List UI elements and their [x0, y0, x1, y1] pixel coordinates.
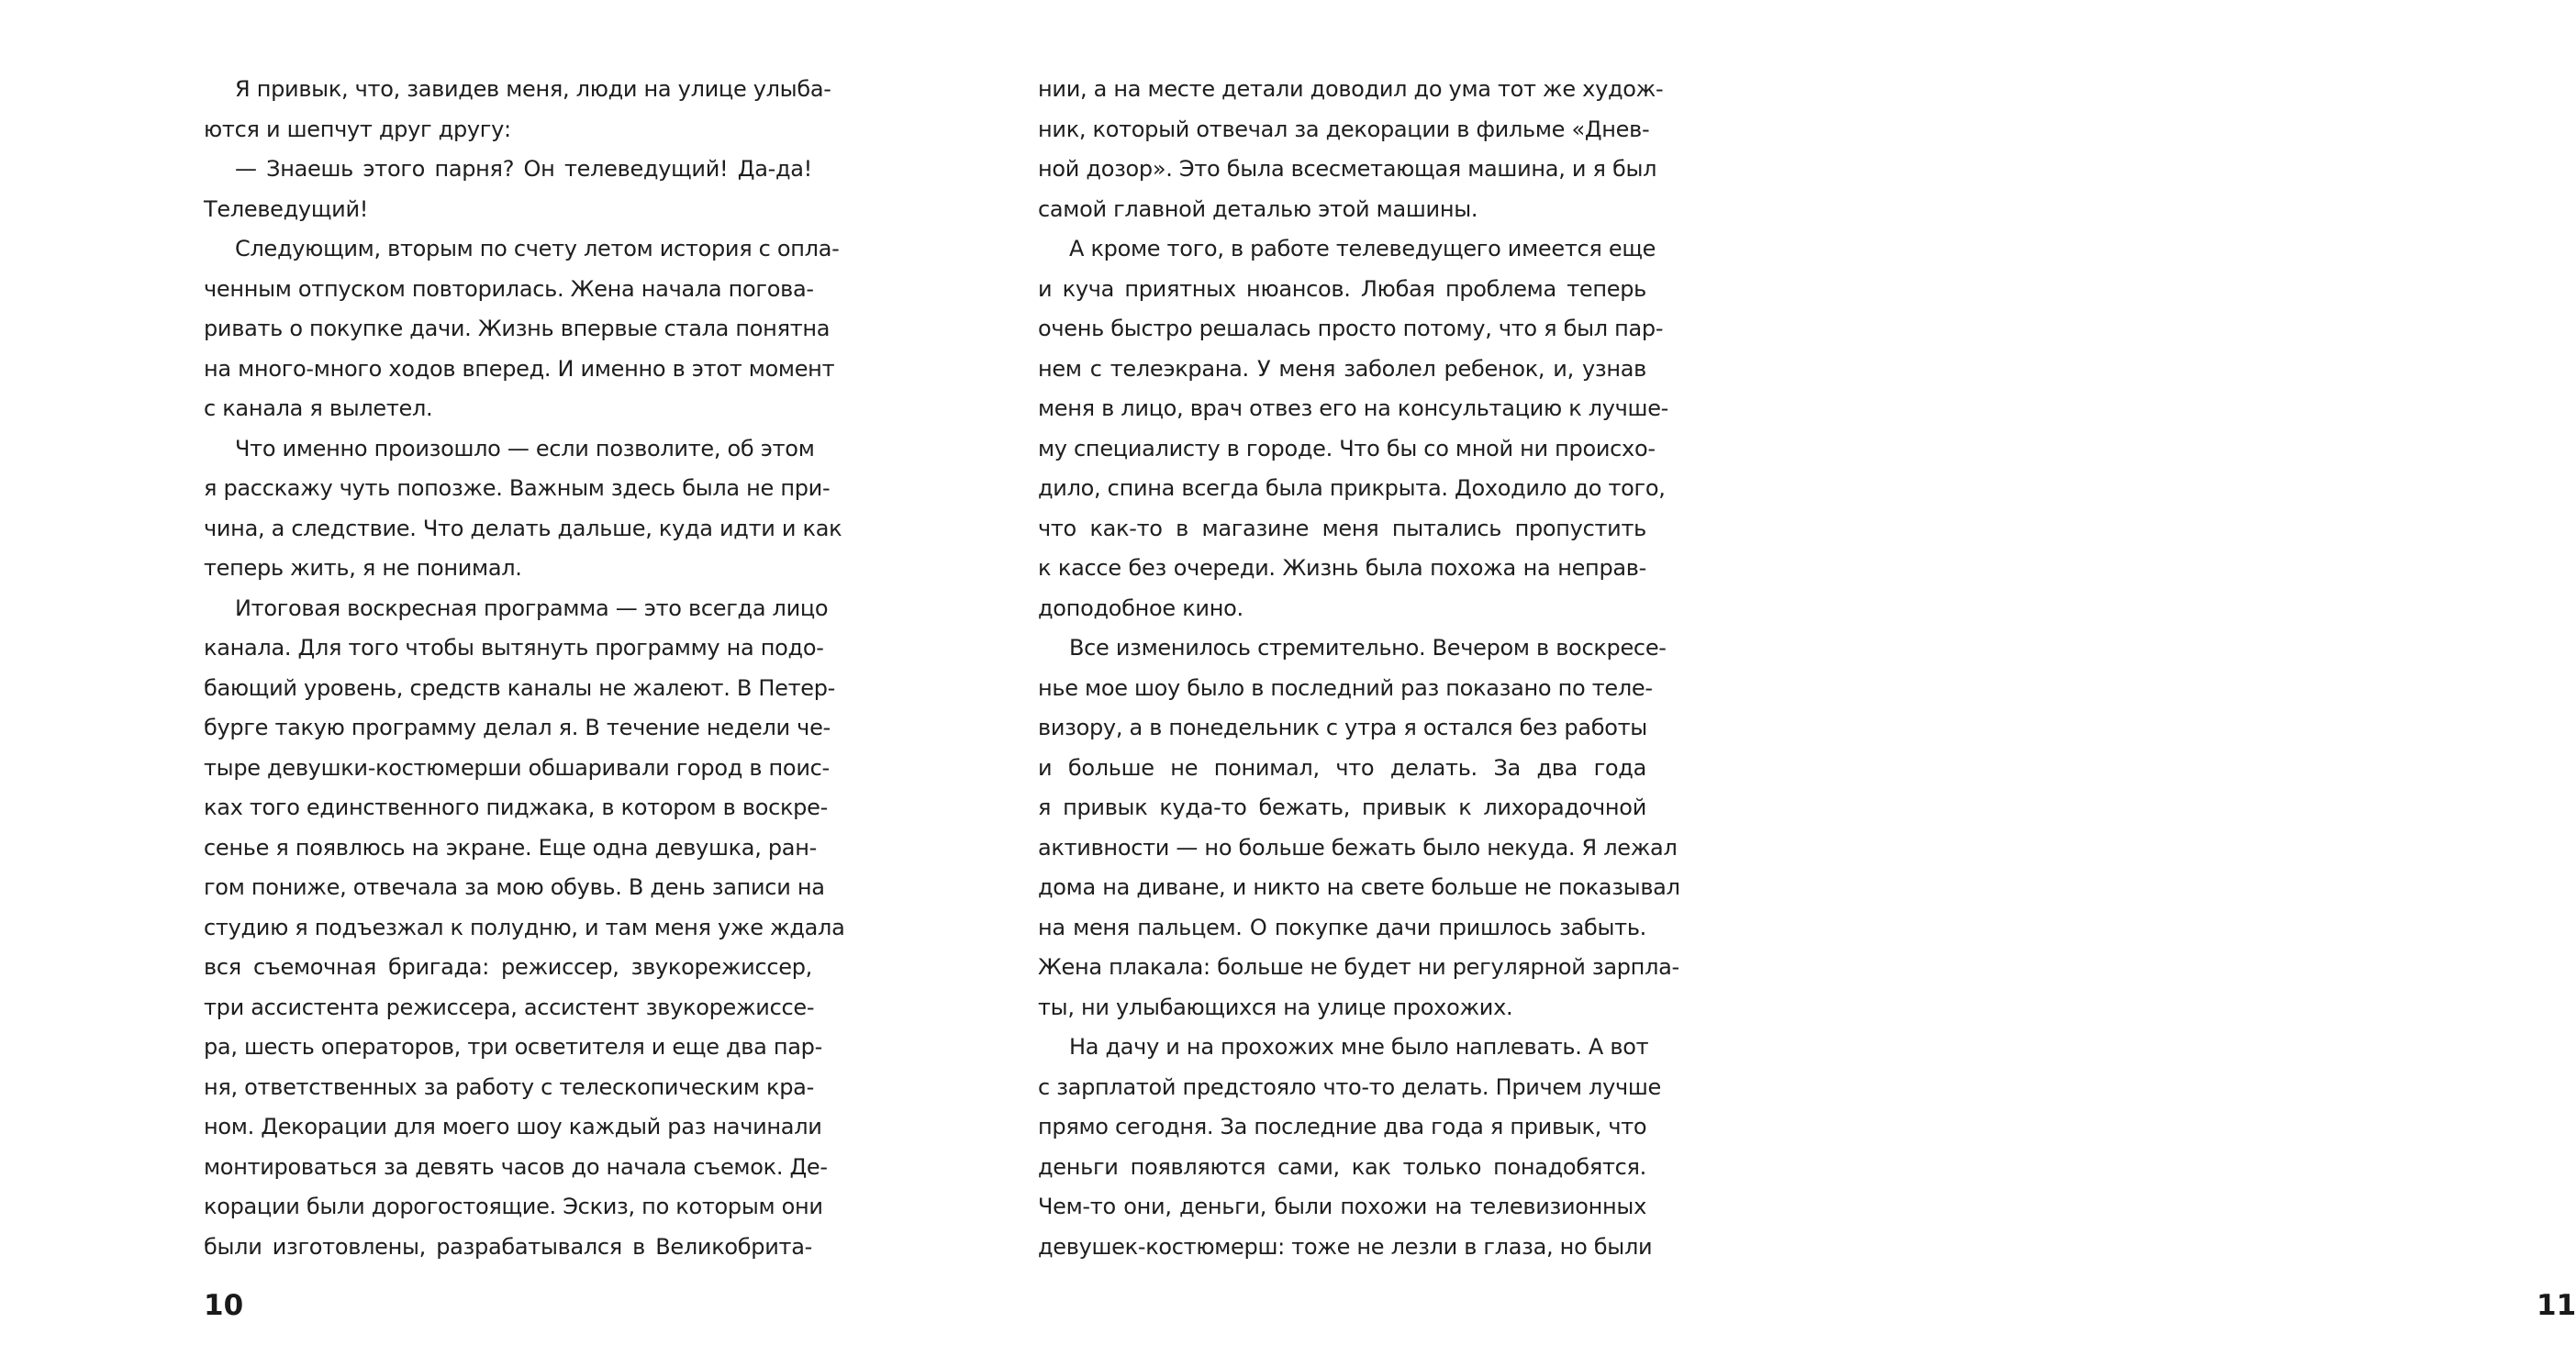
text-line: бурге такую программу делал я. В течение недели че- — [204, 715, 831, 740]
text-line: ной дозор». Это была всесметающая машина, и я был — [1038, 156, 1657, 182]
text-line: ты, ни улыбающихся на улице прохожих. — [1038, 994, 1513, 1020]
text-line: сенье я появлюсь на экране. Еще одна девушка, ран- — [204, 834, 817, 861]
text-line: деньги появляются сами, как только понадобятся. — [1038, 1153, 1646, 1180]
left-page — [0, 0, 918, 1356]
text-line: я расскажу чуть попозже. Важным здесь была не при- — [204, 475, 831, 501]
text-line: ра, шесть операторов, три осветителя и еще два пар- — [204, 1034, 822, 1060]
text-line: с зарплатой предстояло что-то делать. Причем лучше — [1038, 1073, 1661, 1100]
text-line: му специалисту в городе. Что бы со мной ни происхо- — [1038, 435, 1656, 461]
text-line: доподобное кино. — [1038, 595, 1243, 621]
text-line: нем с телеэкрана. У меня заболел ребенок, и, узнав — [1038, 355, 1646, 382]
text-line: Телеведущий! — [204, 195, 369, 222]
text-line: три ассистента режиссера, ассистент звукорежиссе- — [204, 994, 815, 1020]
text-line: что как-то в магазине меня пытались пропустить — [1038, 515, 1646, 541]
text-line: студию я подъезжал к полудню, и там меня уже ждала — [204, 914, 845, 940]
right-page-text — [1038, 70, 1680, 1267]
text-line: — Знаешь этого парня? Он телеведущий! Да-да! — [235, 156, 812, 182]
text-line: ются и шепчут друг другу: — [204, 116, 511, 142]
left-page-text — [204, 70, 845, 1267]
text-line: Жена плакала: больше не будет ни регулярной зарпла- — [1038, 954, 1679, 980]
text-line: Итоговая воскресная программа — это всегда лицо — [235, 595, 829, 621]
text-line: чина, а следствие. Что делать дальше, куда идти и как — [204, 515, 842, 541]
page-number-left: 10 — [204, 1289, 244, 1322]
text-line: были изготовлены, разрабатывался в Великобрита- — [204, 1233, 812, 1260]
text-line: с канала я вылетел. — [204, 395, 433, 421]
page-number-right: 11 — [2537, 1289, 2576, 1322]
text-line: На дачу и на прохожих мне было наплевать. А вот — [1069, 1034, 1649, 1060]
text-line: ном. Декорации для моего шоу каждый раз начинали — [204, 1114, 822, 1139]
text-line: Что именно произошло — если позволите, об этом — [235, 435, 815, 461]
text-line: канала. Для того чтобы вытянуть программу на подо- — [204, 635, 824, 661]
text-line: я привык куда-то бежать, привык к лихорадочной — [1038, 795, 1646, 820]
right-page — [918, 0, 2576, 1356]
text-line: нии, а на месте детали доводил до ума тот же худож- — [1038, 76, 1664, 102]
text-line: гом пониже, отвечала за мою обувь. В день записи на — [204, 874, 825, 900]
text-line: дома на диване, и никто на свете больше не показывал — [1038, 874, 1680, 900]
text-line: нье мое шоу было в последний раз показано по теле- — [1038, 674, 1653, 701]
text-line: очень быстро решалась просто потому, что я был пар- — [1038, 316, 1664, 341]
text-line: корации были дорогостоящие. Эскиз, по которым они — [204, 1194, 823, 1219]
text-line: бающий уровень, средств каналы не жалеют. В Петер- — [204, 674, 836, 701]
text-line: самой главной деталью этой машины. — [1038, 195, 1478, 222]
text-line: Все изменилось стремительно. Вечером в воскресе- — [1069, 635, 1667, 661]
text-line: на много-много ходов вперед. И именно в этот момент — [204, 355, 835, 382]
text-line: на меня пальцем. О покупке дачи пришлось забыть. — [1038, 914, 1646, 940]
text-line: теперь жить, я не понимал. — [204, 555, 522, 581]
text-line: и куча приятных нюансов. Любая проблема теперь — [1038, 275, 1646, 302]
text-line: Следующим, вторым по счету летом история с опла- — [235, 236, 840, 261]
text-line: ках того единственного пиджака, в котором в воскре- — [204, 795, 828, 820]
text-line: прямо сегодня. За последние два года я привык, что — [1038, 1114, 1647, 1139]
text-line: ривать о покупке дачи. Жизнь впервые стала понятна — [204, 316, 831, 341]
text-line: меня в лицо, врач отвез его на консультацию к лучше- — [1038, 395, 1669, 421]
text-line: тыре девушки-костюмерши обшаривали город в поис- — [204, 754, 830, 781]
text-line: девушек-костюмерш: тоже не лезли в глаза, но были — [1038, 1233, 1653, 1260]
text-line: монтироваться за девять часов до начала съемок. Де- — [204, 1153, 828, 1180]
text-line: активности — но больше бежать было некуда. Я лежал — [1038, 834, 1678, 861]
text-line: ник, который отвечал за декорации в фильме «Днев- — [1038, 116, 1650, 142]
text-line: визору, а в понедельник с утра я остался без работы — [1038, 715, 1647, 740]
text-line: ченным отпуском повторилась. Жена начала погова- — [204, 275, 814, 302]
text-line: Я привык, что, завидев меня, люди на улице улыба- — [235, 76, 831, 102]
text-line: и больше не понимал, что делать. За два года — [1038, 754, 1646, 781]
text-line: дило, спина всегда была прикрыта. Доходило до того, — [1038, 475, 1666, 501]
text-line: Чем-то они, деньги, были похожи на телевизионных — [1038, 1194, 1646, 1219]
text-line: ня, ответственных за работу с телескопическим кра- — [204, 1073, 814, 1100]
text-line: А кроме того, в работе телеведущего имеется еще — [1069, 236, 1656, 261]
text-line: к кассе без очереди. Жизнь была похожа на неправ- — [1038, 555, 1646, 581]
text-line: вся съемочная бригада: режиссер, звукорежиссер, — [204, 954, 812, 980]
